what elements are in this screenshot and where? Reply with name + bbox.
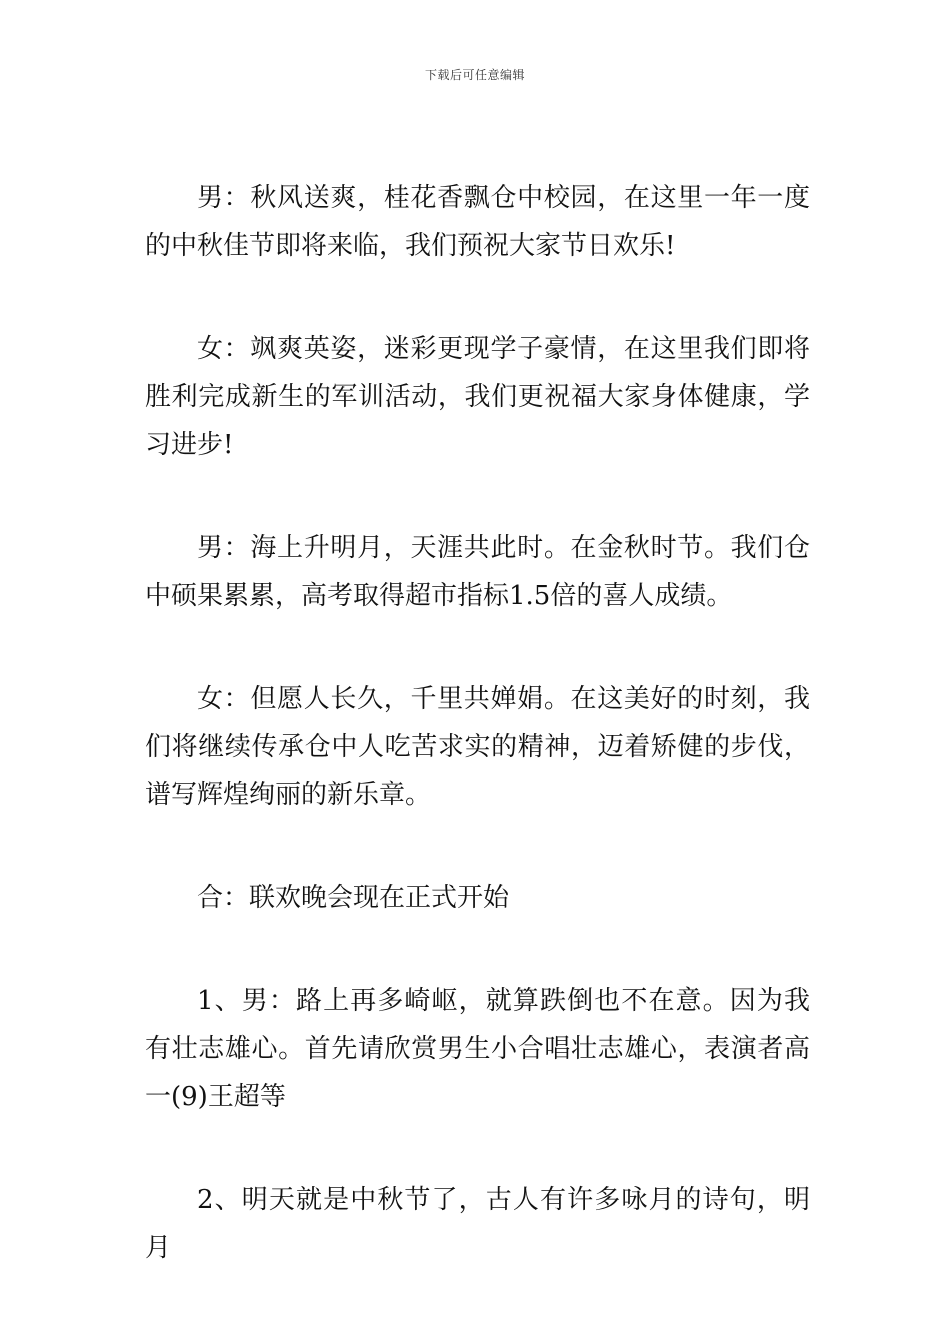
paragraph-together-start: 合：联欢晚会现在正式开始	[197, 883, 510, 913]
document-body	[145, 174, 810, 1272]
paragraph-male-achievement: 男：海上升明月，天涯共此时。在金秋时节。我们仓中硕果累累，高考取得超市指标1.5倍的喜人成绩。	[145, 533, 810, 611]
paragraph-program-1: 1、男：路上再多崎岖，就算跌倒也不在意。因为我有壮志雄心。首先请欣赏男生小合唱壮志雄心，表演者高一(9)王超等	[145, 986, 810, 1112]
header-note: 下载后可任意编辑	[424, 68, 525, 82]
paragraph-male-opening: 男：秋风送爽，桂花香飘仓中校园，在这里一年一度的中秋佳节即将来临，我们预祝大家节日欢乐!	[145, 183, 810, 261]
paragraph-female-wish: 女：但愿人长久，千里共婵娟。在这美好的时刻，我们将继续传承仓中人吃苦求实的精神，迈着矫健的步伐，谱写辉煌绚丽的新乐章。	[145, 684, 810, 810]
paragraph-program-2: 2、明天就是中秋节了，古人有许多咏月的诗句，明月	[145, 1185, 810, 1263]
paragraph-female-opening: 女：飒爽英姿，迷彩更现学子豪情，在这里我们即将胜利完成新生的军训活动，我们更祝福大家身体健康，学习进步!	[145, 334, 810, 460]
